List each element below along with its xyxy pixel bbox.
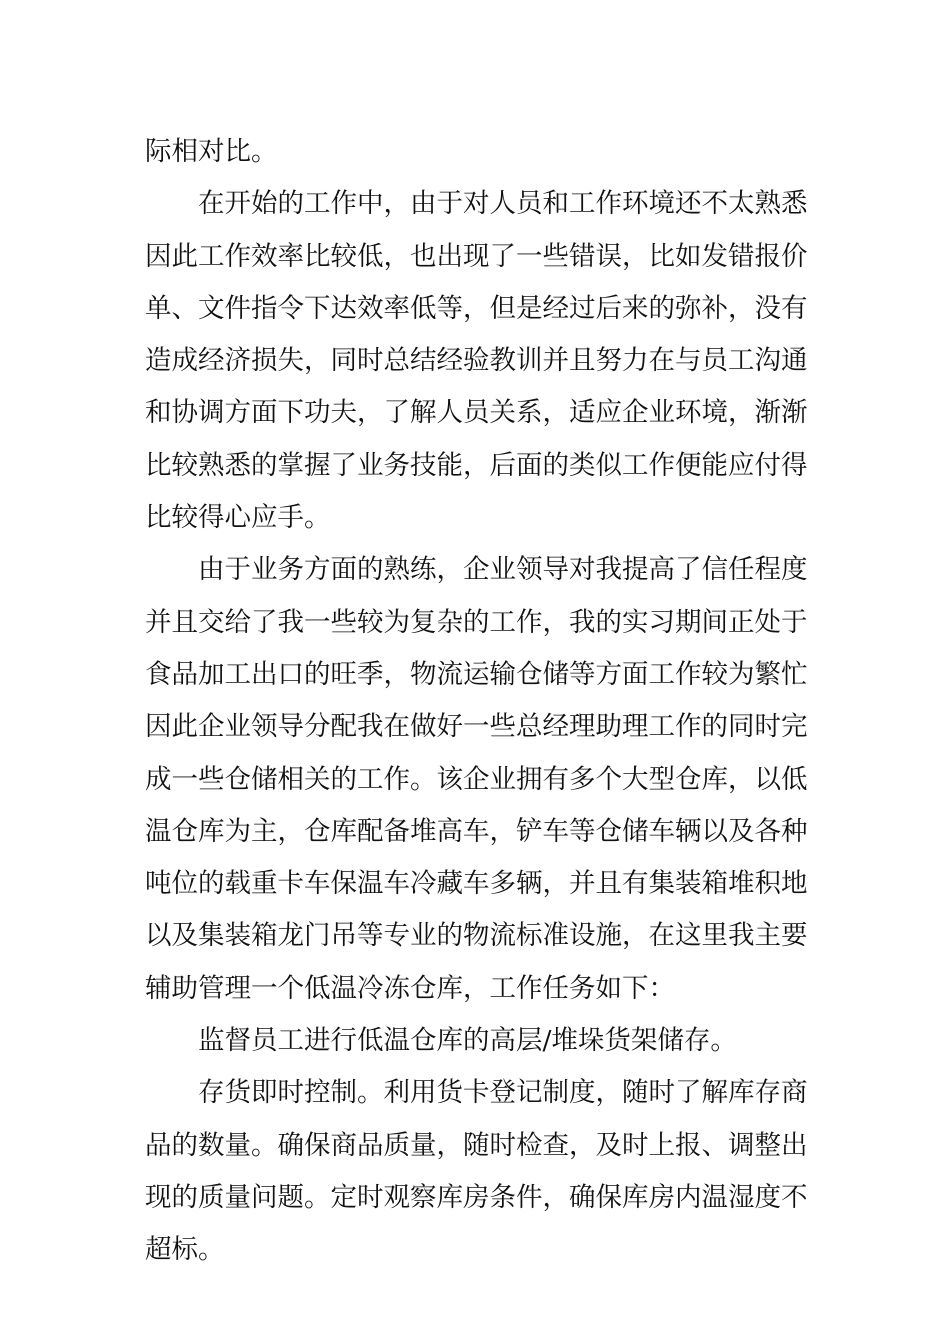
text-line: 存货即时控制。利用货卡登记制度，随时了解库存商 (198, 1077, 808, 1109)
text-line: 辅助管理一个低温冷冻仓库，工作任务如下： (145, 972, 675, 1004)
text-line: 际相对比。 (145, 136, 278, 167)
text-line: 超标。 (145, 1234, 225, 1266)
text-line: 单、文件指令下达效率低等，但是经过后来的弥补，没有 (145, 292, 808, 324)
body-text (145, 126, 807, 1277)
text-line: 温仓库为主，仓库配备堆高车，铲车等仓储车辆以及各种 (145, 815, 808, 847)
text-line: 造成经济损失，同时总结经验教训并且努力在与员工沟通 (145, 345, 808, 377)
text-line: 因此企业领导分配我在做好一些总经理助理工作的同时完 (145, 711, 808, 743)
text-line: 并且交给了我一些较为复杂的工作，我的实习期间正处于 (145, 606, 808, 638)
text-line: 因此工作效率比较低，也出现了一些错误，比如发错报价 (145, 240, 808, 272)
text-line: 在开始的工作中，由于对人员和工作环境还不太熟悉 (198, 188, 808, 220)
text-line: 和协调方面下功夫，了解人员关系，适应企业环境，渐渐 (145, 397, 808, 429)
text-line: 由于业务方面的熟练，企业领导对我提高了信任程度 (198, 554, 808, 586)
text-line: 吨位的载重卡车保温车冷藏车多辆，并且有集装箱堆积地 (145, 868, 808, 900)
text-line: 现的质量问题。定时观察库房条件，确保库房内温湿度不 (145, 1181, 808, 1213)
text-line: 品的数量。确保商品质量，随时检查，及时上报、调整出 (145, 1129, 808, 1161)
text-line: 比较熟悉的掌握了业务技能，后面的类似工作便能应付得 (145, 449, 808, 481)
text-line: 以及集装箱龙门吊等专业的物流标准设施，在这里我主要 (145, 920, 808, 952)
text-line: 比较得心应手。 (145, 502, 331, 534)
text-line: 食品加工出口的旺季，物流运输仓储等方面工作较为繁忙 (145, 658, 808, 690)
text-line: 监督员工进行低温仓库的高层/堆垛货架储存。 (198, 1025, 737, 1057)
text-line: 成一些仓储相关的工作。该企业拥有多个大型仓库，以低 (145, 763, 808, 795)
